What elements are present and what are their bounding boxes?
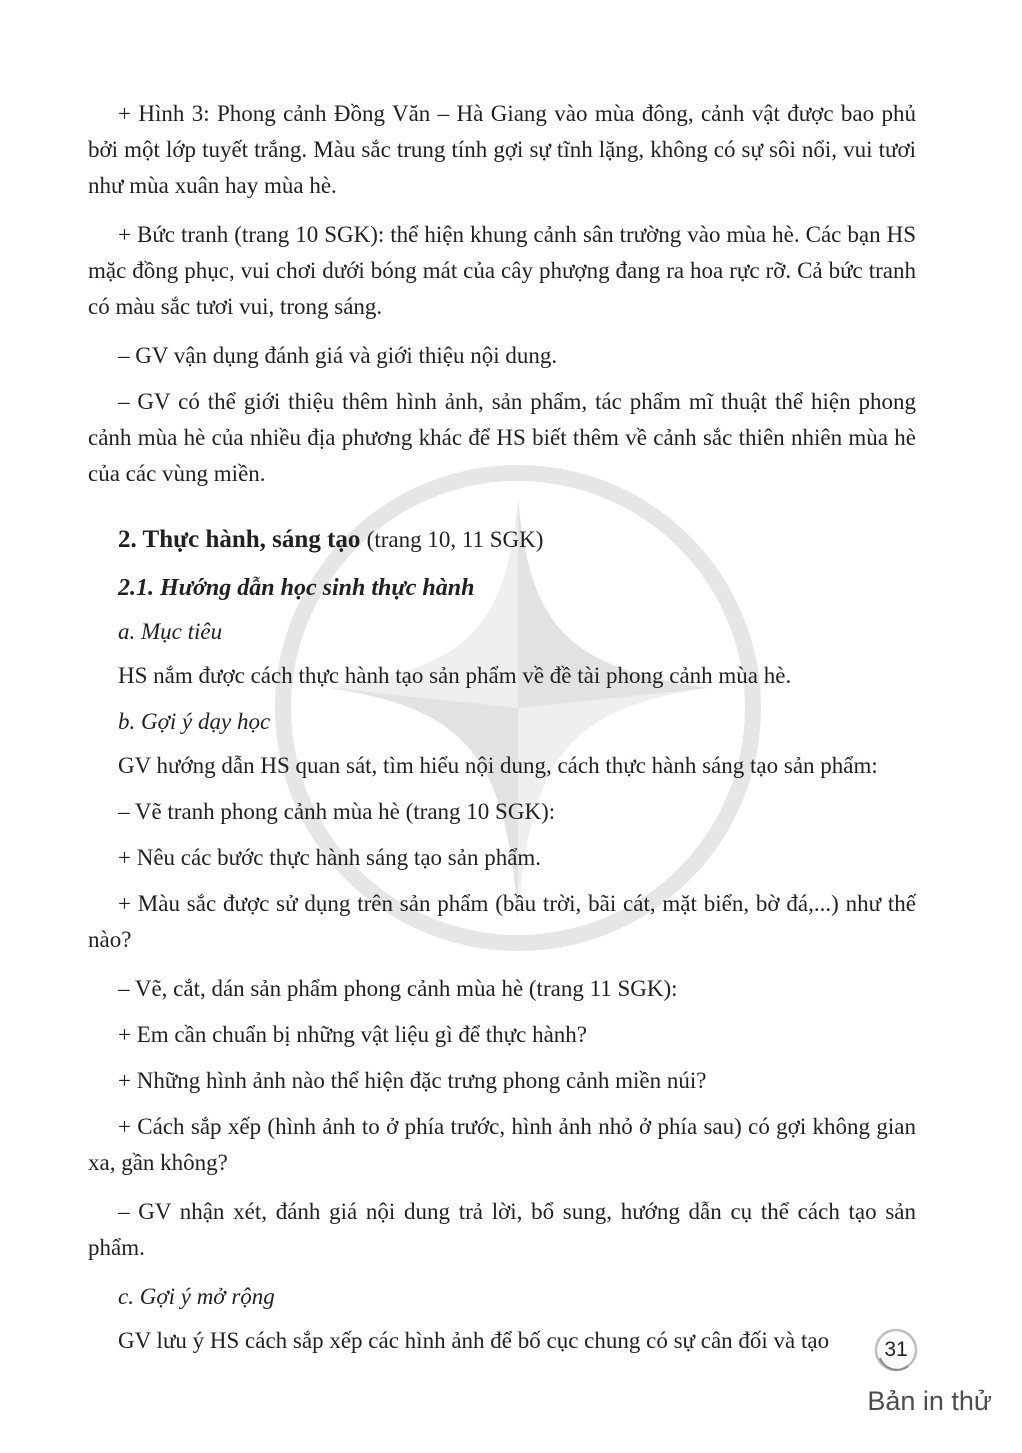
section-2-heading <box>118 522 916 558</box>
page-content <box>88 96 916 1369</box>
part-b-line: – GV nhận xét, đánh giá nội dung trả lời, bổ sung, hướng dẫn cụ thể cách tạo sản phẩm. <box>88 1199 916 1260</box>
draft-label: Bản in thử <box>867 1386 992 1416</box>
part-b-heading: b. Gợi ý dạy học <box>118 709 271 734</box>
part-b-line: + Cách sắp xếp (hình ảnh to ở phía trước, hình ảnh nhỏ ở phía sau) có gợi không gian xa, gần không? <box>88 1114 916 1175</box>
section-2-title: 2. Thực hành, sáng tạo <box>118 526 361 553</box>
part-b-line: – Vẽ tranh phong cảnh mùa hè (trang 10 SGK): <box>118 799 556 824</box>
part-b-line: + Những hình ảnh nào thể hiện đặc trưng phong cảnh miền núi? <box>118 1068 707 1093</box>
section-2-1-heading: 2.1. Hướng dẫn học sinh thực hành <box>118 575 475 601</box>
paragraph-hinh-3: + Hình 3: Phong cảnh Đồng Văn – Hà Giang vào mùa đông, cảnh vật được bao phủ bởi một lớp tuyết trắng. Màu sắc trung tính gợi sự tĩnh lặng, không có sự sôi nổi, vui tươi như mùa xuân hay mùa hè. <box>88 101 916 198</box>
part-c-text: GV lưu ý HS cách sắp xếp các hình ảnh để bố cục chung có sự cân đối và tạo <box>118 1328 830 1353</box>
part-b-line: + Nêu các bước thực hành sáng tạo sản phẩm. <box>118 845 542 870</box>
paragraph-gv-gioi-thieu: – GV có thể giới thiệu thêm hình ảnh, sản phẩm, tác phẩm mĩ thuật thể hiện phong cảnh mùa hè của nhiều địa phương khác để HS biết thêm về cảnh sắc thiên nhiên mùa hè của các vùng miền. <box>88 389 916 486</box>
part-b-line: + Em cần chuẩn bị những vật liệu gì để thực hành? <box>118 1022 588 1047</box>
page-number: 31 <box>884 1338 908 1361</box>
part-a-text: HS nắm được cách thực hành tạo sản phẩm về đề tài phong cảnh mùa hè. <box>118 663 792 688</box>
part-a-heading: a. Mục tiêu <box>118 619 223 644</box>
part-b-line: – Vẽ, cắt, dán sản phẩm phong cảnh mùa hè (trang 11 SGK): <box>118 976 678 1001</box>
paragraph-gv-van-dung: – GV vận dụng đánh giá và giới thiệu nội dung. <box>118 343 558 368</box>
part-b-line: GV hướng dẫn HS quan sát, tìm hiểu nội dung, cách thực hành sáng tạo sản phẩm: <box>118 753 878 778</box>
paragraph-buc-tranh: + Bức tranh (trang 10 SGK): thể hiện khung cảnh sân trường vào mùa hè. Các bạn HS mặc đồng phục, vui chơi dưới bóng mát của cây phượng đang ra hoa rực rỡ. Cả bức tranh có màu sắc tươi vui, trong sáng. <box>88 222 916 319</box>
part-b-line: + Màu sắc được sử dụng trên sản phẩm (bầu trời, bãi cát, mặt biển, bờ đá,...) như thế nào? <box>88 891 916 952</box>
section-2-page-ref: (trang 10, 11 SGK) <box>366 527 544 552</box>
part-c-heading: c. Gợi ý mở rộng <box>118 1284 275 1309</box>
